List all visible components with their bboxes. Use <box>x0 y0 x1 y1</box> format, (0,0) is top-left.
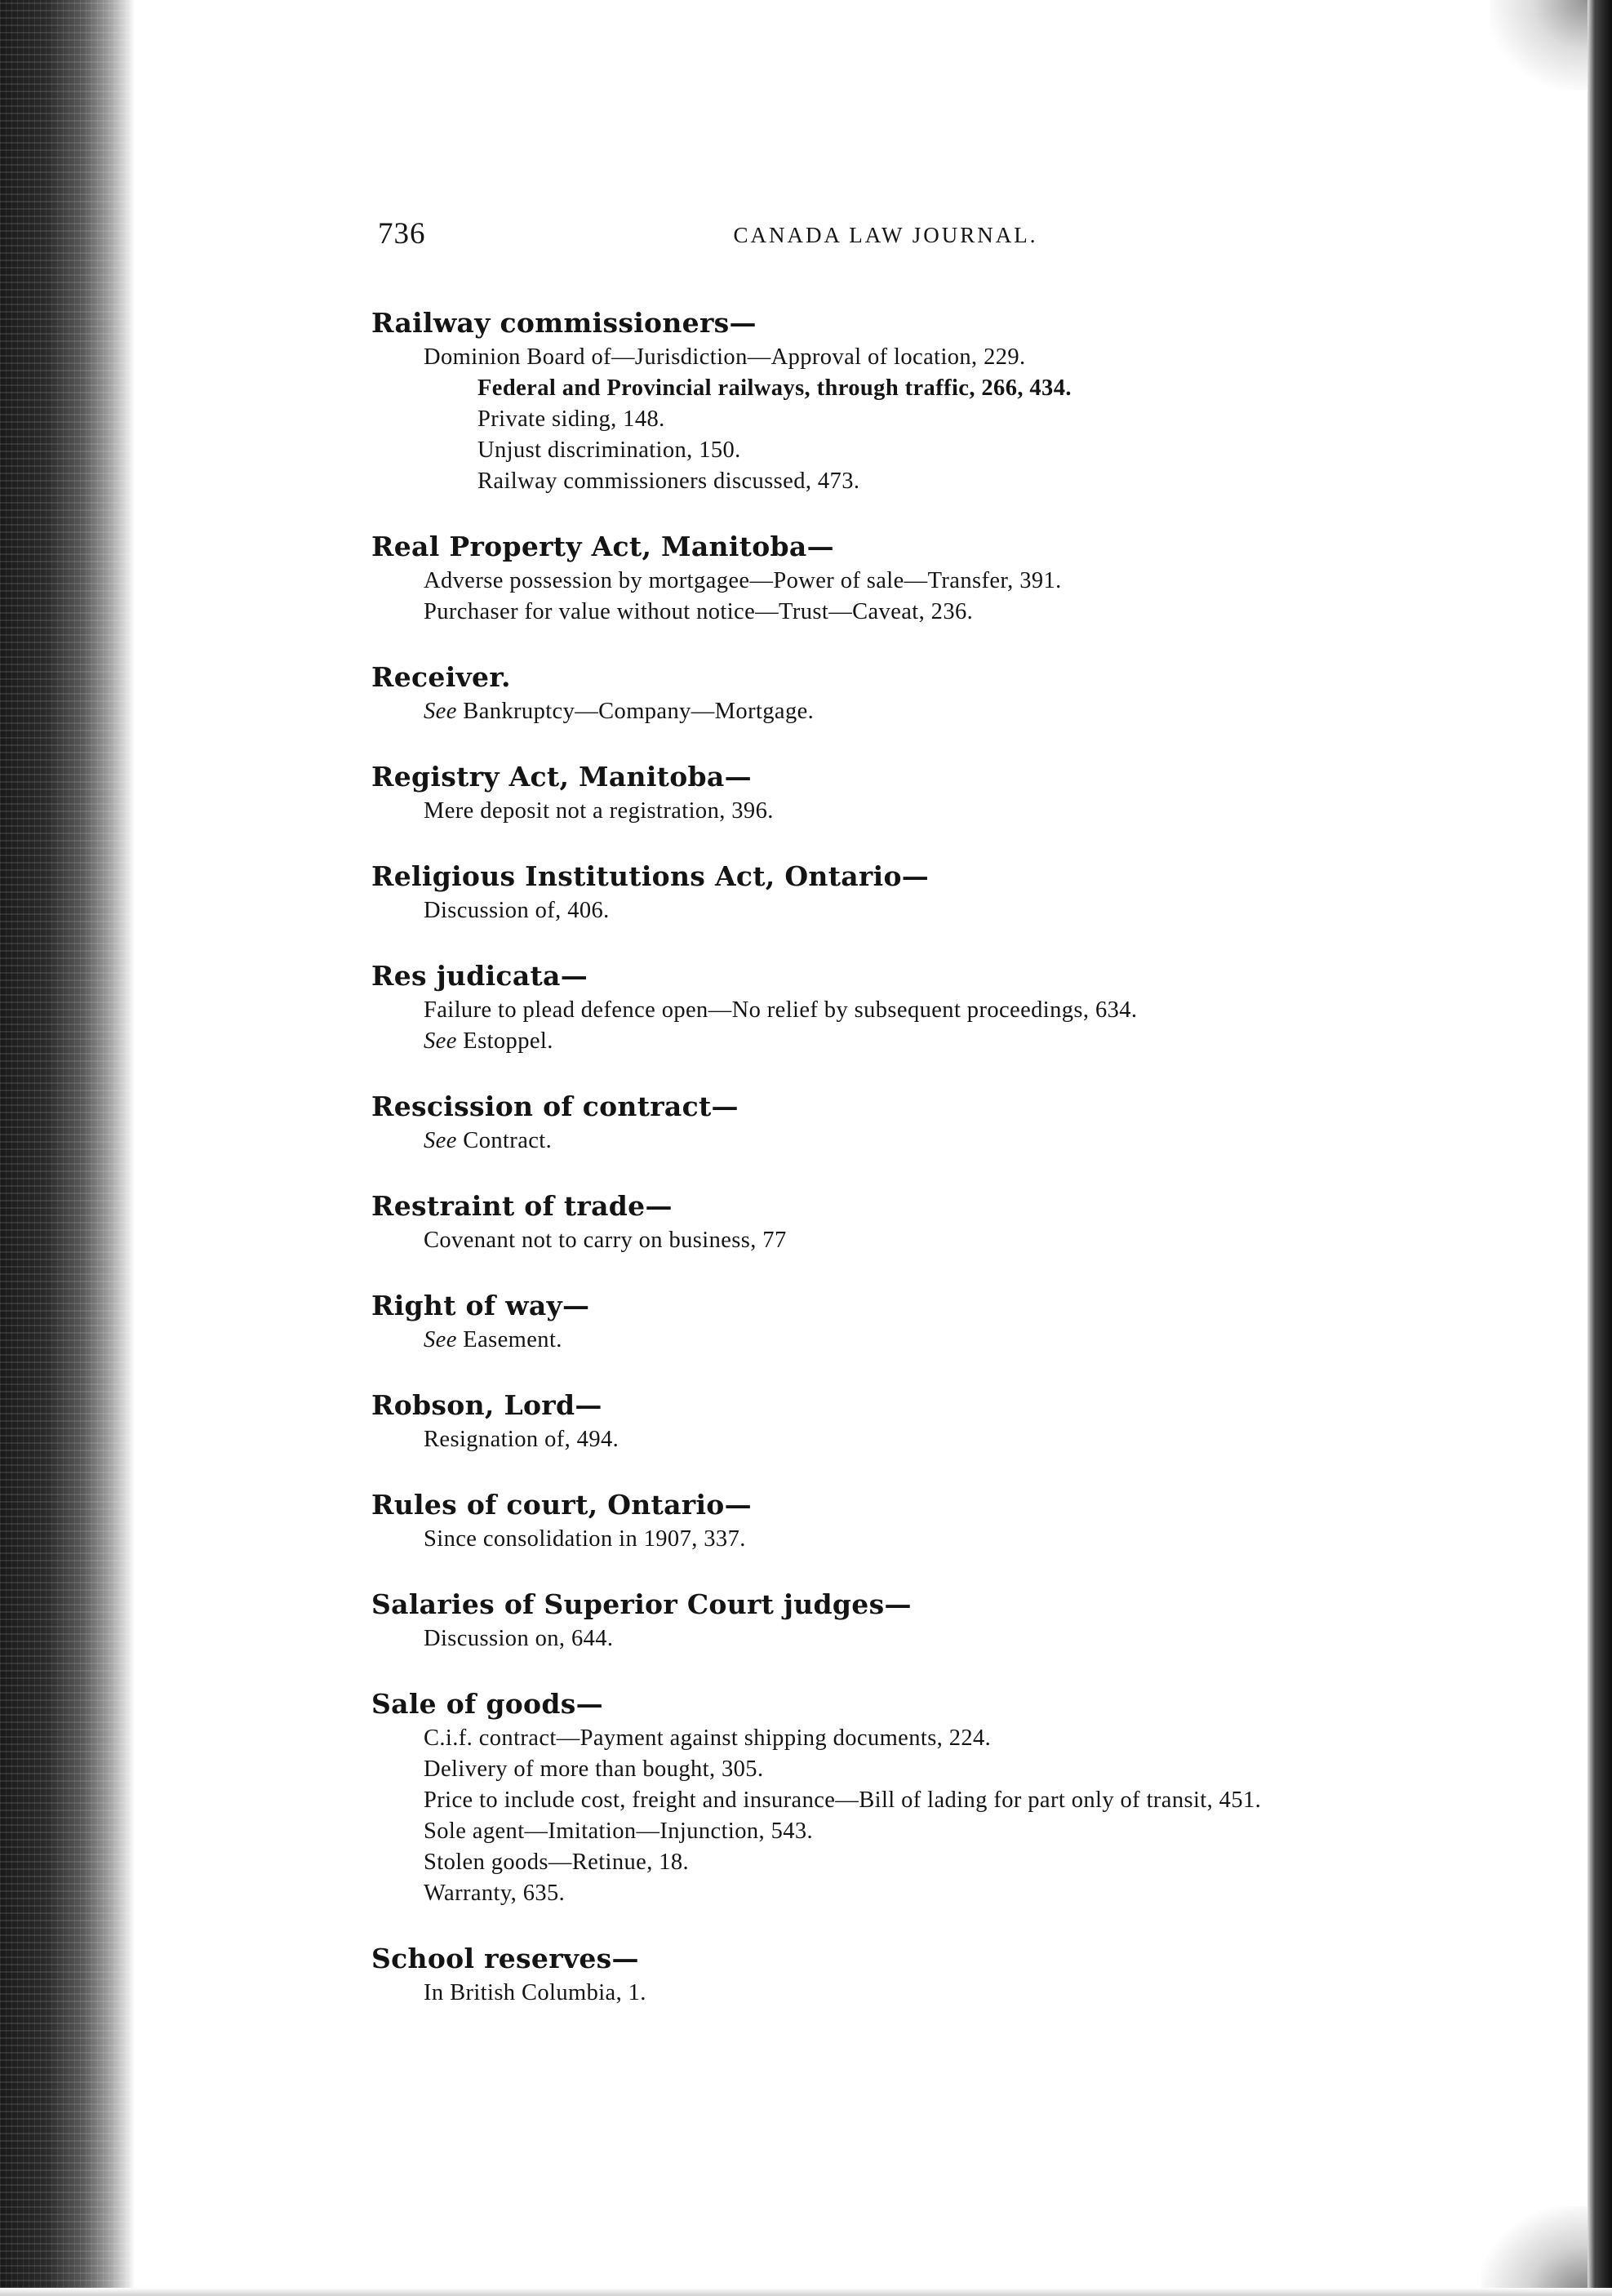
scan-bottom-edge <box>0 2288 1612 2296</box>
see-target: Contract. <box>463 1128 553 1153</box>
index-entry <box>371 1387 1400 1455</box>
index-entry <box>371 858 1400 926</box>
index-entry <box>371 1586 1400 1654</box>
entry-line <box>371 696 1400 727</box>
scan-corner-shadow-top <box>1490 0 1588 90</box>
scan-binding-texture <box>0 0 135 2296</box>
index-entry <box>371 1088 1400 1157</box>
index-entry <box>371 758 1400 827</box>
entry-heading: Rescission of contract— <box>371 1090 739 1122</box>
entry-line: Discussion on, 644. <box>424 1626 614 1651</box>
see-reference: See <box>424 1028 457 1054</box>
entry-heading: Res judicata— <box>371 960 588 992</box>
see-target: Bankruptcy—Company—Mortgage. <box>463 699 815 724</box>
index-entry <box>371 528 1400 628</box>
page-number: 736 <box>378 217 426 251</box>
document-page <box>371 216 1400 2040</box>
index-entry <box>371 659 1400 727</box>
entry-line: Railway commissioners discussed, 473. <box>477 469 860 494</box>
entry-line: Purchaser for value without notice—Trust—Caveat, 236. <box>424 599 974 624</box>
page-header <box>371 216 1400 265</box>
entry-heading: Salaries of Superior Court judges— <box>371 1588 912 1620</box>
entry-line: Adverse possession by mortgagee—Power of sale—Transfer, 391. <box>424 568 1062 593</box>
running-head: CANADA LAW JOURNAL. <box>733 223 1038 247</box>
entry-line: Private siding, 148. <box>477 406 665 432</box>
entry-line: Unjust discrimination, 150. <box>477 437 741 463</box>
scan-corner-shadow-bottom <box>1481 2206 1588 2296</box>
entry-heading: Real Property Act, Manitoba— <box>371 531 834 562</box>
index-entry <box>371 1940 1400 2009</box>
see-target: Estoppel. <box>463 1028 553 1054</box>
entry-line: Price to include cost, freight and insurance—Bill of lading for part only of transit, 451. <box>424 1788 1262 1813</box>
entry-heading: Religious Institutions Act, Ontario— <box>371 860 930 892</box>
entry-line: C.i.f. contract—Payment against shipping documents, 224. <box>424 1725 992 1751</box>
index-entry <box>371 304 1400 497</box>
entry-line: Stolen goods—Retinue, 18. <box>424 1850 690 1875</box>
index-entry <box>371 1486 1400 1555</box>
see-reference: See <box>424 1128 457 1153</box>
entry-line: Resignation of, 494. <box>424 1427 619 1452</box>
index-entry <box>371 1188 1400 1256</box>
entry-heading: Rules of court, Ontario— <box>371 1489 752 1521</box>
entry-heading: Registry Act, Manitoba— <box>371 761 752 793</box>
entry-line: Delivery of more than bought, 305. <box>424 1756 764 1782</box>
entry-line: Mere deposit not a registration, 396. <box>424 798 774 824</box>
entry-heading: Sale of goods— <box>371 1688 603 1720</box>
see-reference: See <box>424 1327 457 1352</box>
entry-line: Since consolidation in 1907, 337. <box>424 1526 746 1552</box>
see-target: Easement. <box>463 1327 562 1352</box>
entry-heading: School reserves— <box>371 1943 639 1974</box>
scan-right-edge <box>1588 0 1612 2296</box>
entry-line: Warranty, 635. <box>424 1881 566 1906</box>
entry-line: In British Columbia, 1. <box>424 1980 646 2005</box>
entry-line: Covenant not to carry on business, 77 <box>424 1228 787 1253</box>
entry-heading: Railway commissioners— <box>371 307 757 339</box>
entry-line: Federal and Provincial railways, through traffic, 266, 434. <box>477 375 1072 401</box>
entry-line <box>371 1325 1400 1356</box>
entry-heading: Robson, Lord— <box>371 1389 602 1421</box>
entry-heading: Right of way— <box>371 1290 590 1321</box>
entry-line: Sole agent—Imitation—Injunction, 543. <box>424 1819 814 1844</box>
entry-heading: Receiver. <box>371 661 511 693</box>
index-entry <box>371 1287 1400 1356</box>
index-list <box>371 304 1400 2009</box>
entry-line: Failure to plead defence open—No relief by subsequent proceedings, 634. <box>424 997 1138 1023</box>
entry-line <box>371 1126 1400 1157</box>
entry-line: Discussion of, 406. <box>424 898 610 923</box>
index-entry <box>371 957 1400 1057</box>
entry-heading: Restraint of trade— <box>371 1190 673 1222</box>
see-reference: See <box>424 699 457 724</box>
index-entry <box>371 1685 1400 1909</box>
entry-line: Dominion Board of—Jurisdiction—Approval of location, 229. <box>424 344 1026 370</box>
entry-line <box>371 1026 1400 1057</box>
